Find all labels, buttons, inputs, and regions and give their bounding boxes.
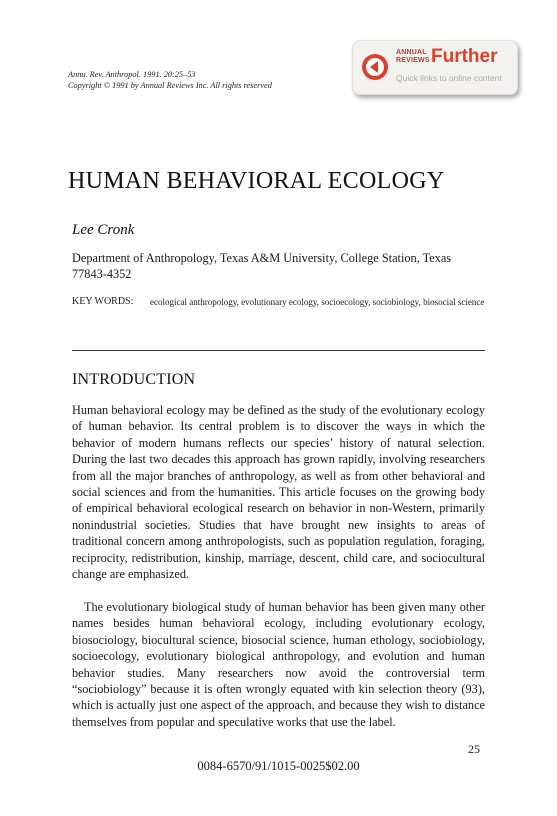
keywords-list: ecological anthropology, evolutionary ecology, socioecology, sociobiology, biosocial science xyxy=(150,297,485,307)
section-heading: INTRODUCTION xyxy=(72,371,196,388)
badge-annual-reviews xyxy=(396,49,430,64)
badge-reviews-label: REVIEWS xyxy=(396,56,430,64)
paragraph-1: Human behavioral ecology may be defined as the study of the evolutionary ecology of human behavior. Its central problem is to discover the ways in which the behavior of modern humans reflects our species’ history of natural selection. During the last two decades this approach has grown rapidly, involving researchers from all the major branches of anthropology, as well as from other behavioral and social sciences and from the humanities. This article focuses on the growing body of empirical behavioral ecological research on behavior in non-Western, primarily nonindustrial societies. Studies that have brought new insights to areas of traditional concern among anthropologists, such as population regulation, foraging, reciprocity, redistribution, kinship, marriage, descent, child care, and sociocultural change are emphasized. xyxy=(72,403,485,582)
badge-tagline: Quick links to online content xyxy=(396,73,502,83)
journal-line-1: Annu. Rev. Anthropol. 1991. 20:25–53 xyxy=(68,70,196,79)
paragraph-2: The evolutionary biological study of human behavior has been given many other names besides human behavioral ecology, including evolutionary ecology, biosociology, biocultural science, biosocial science, human ethology, sociobiology, socioecology, evolutionary biological anthropology, and evolution and human behavior studies. Many researchers now avoid the controversial term “sociobiology” because it is often wrongly equated with kin selection theory (93), which is actually just one aspect of the approach, and because they wish to distance themselves from popular and speculative works that use the label. xyxy=(72,600,485,729)
article-title: HUMAN BEHAVIORAL ECOLOGY xyxy=(68,168,445,194)
badge-annual-label: ANNUAL xyxy=(396,49,427,56)
page-number: 25 xyxy=(468,742,480,756)
journal-line-2: Copyright © 1991 by Annual Reviews Inc. All rights reserved xyxy=(68,81,272,90)
back-arrow-icon xyxy=(361,53,389,81)
article-author: Lee Cronk xyxy=(72,222,135,238)
journal-citation xyxy=(68,69,338,91)
annual-reviews-further-badge[interactable] xyxy=(352,40,518,95)
keywords-label: KEY WORDS: xyxy=(72,296,134,307)
author-affiliation: Department of Anthropology, Texas A&M University, College Station, Texas 77843-4352 xyxy=(72,251,452,281)
section-divider xyxy=(72,350,485,351)
article-code: 0084-6570/91/1015-0025$02.00 xyxy=(197,759,360,773)
badge-further-label: Further xyxy=(431,46,498,67)
